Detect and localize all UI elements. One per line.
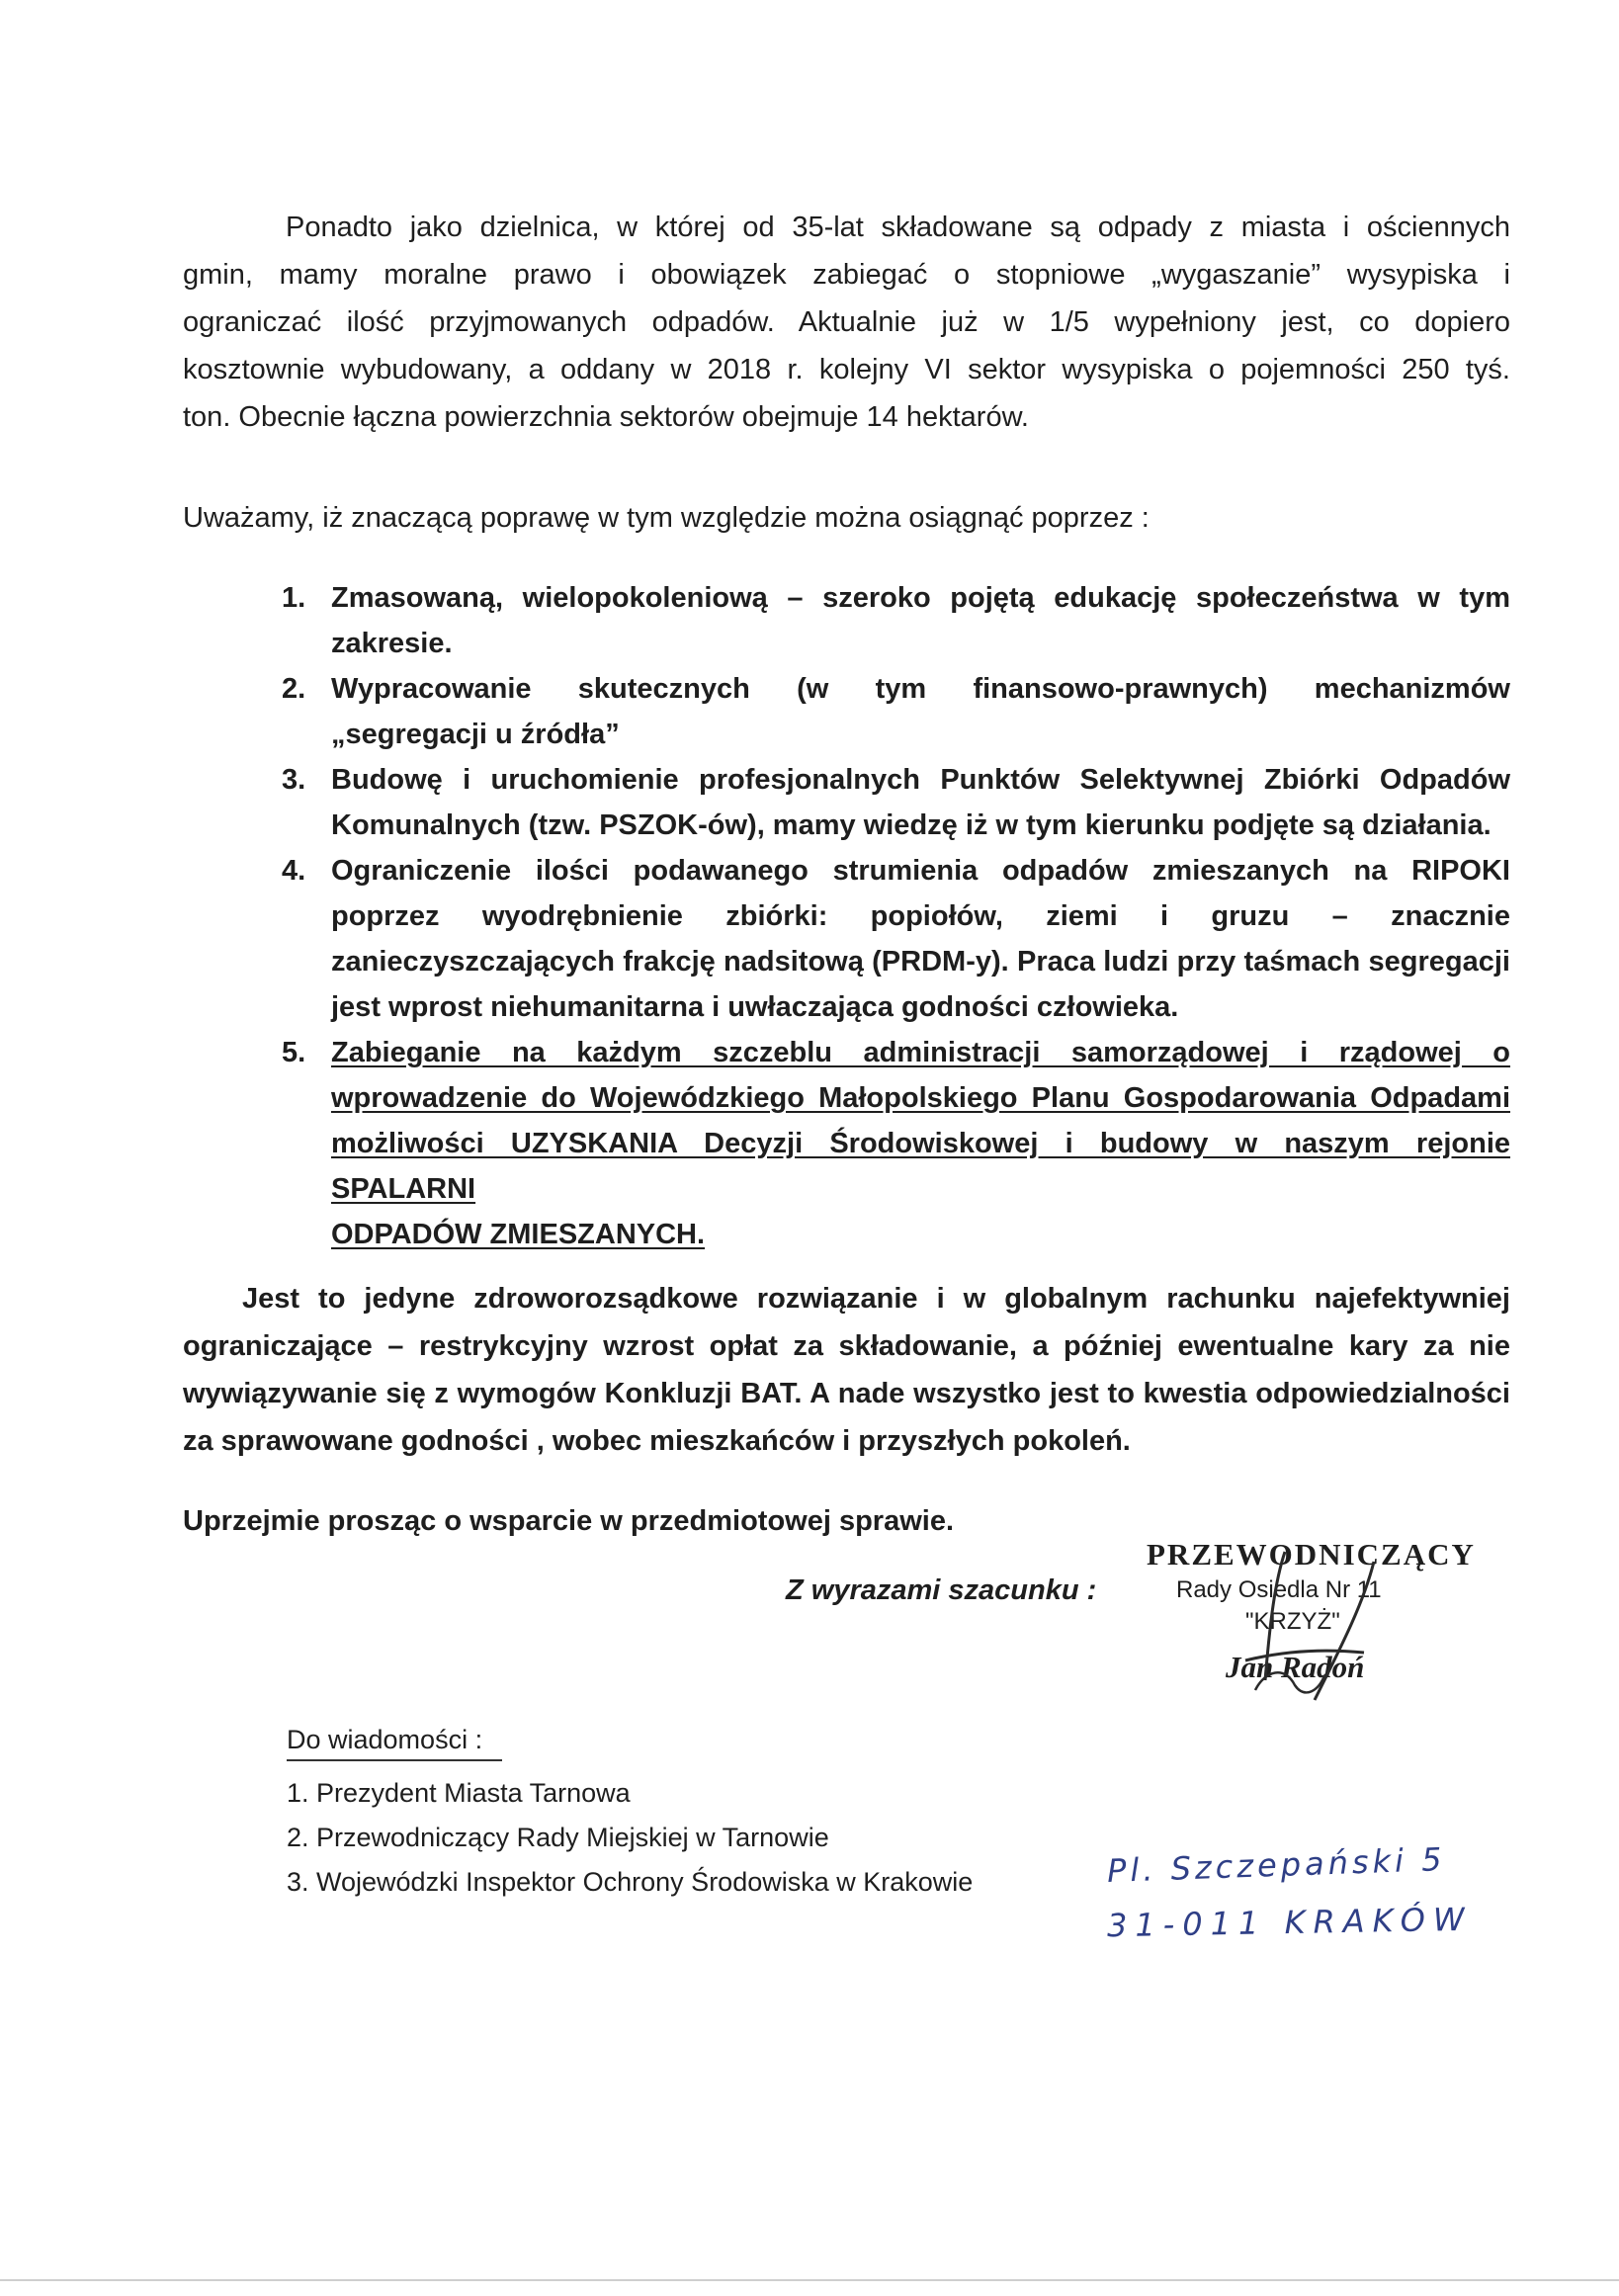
conclusion-paragraph bbox=[183, 1275, 1510, 1465]
stamp-title: PRZEWODNICZĄCY bbox=[1147, 1537, 1476, 1572]
handwritten-address bbox=[1106, 1840, 1522, 1985]
proposal-line: zanieczyszczających frakcję nadsitową (PRDM-y). Praca ludzi przy taśmach segregacji bbox=[331, 946, 1510, 978]
cc-recipient: 3. Wojewódzki Inspektor Ochrony Środowiska w Krakowie bbox=[287, 1867, 974, 1897]
proposal-line: Budowę i uruchomienie profesjonalnych Punktów Selektywnej Zbiórki Odpadów bbox=[331, 764, 1510, 796]
request-line: Uprzejmie prosząc o wsparcie w przedmiotowej sprawie. bbox=[183, 1505, 955, 1537]
closing-line: Z wyrazami szacunku : bbox=[786, 1574, 1097, 1606]
proposal-list bbox=[282, 575, 1510, 1257]
proposal-line: zakresie. bbox=[331, 628, 453, 659]
proposal-number: 3. bbox=[282, 764, 306, 796]
proposal-number: 1. bbox=[282, 582, 306, 614]
proposal-line: możliwości UZYSKANIA Decyzji Środowiskowej i budowy w naszym rejonie SPALARNI bbox=[331, 1128, 1510, 1205]
conclusion-line: wywiązywanie się z wymogów Konkluzji BAT. A nade wszystko jest to kwestia odpowiedzialności bbox=[183, 1378, 1510, 1409]
proposal-item bbox=[282, 757, 1510, 848]
proposal-item bbox=[282, 575, 1510, 666]
proposal-item-underlined bbox=[282, 1030, 1510, 1257]
official-stamp bbox=[1147, 1537, 1483, 1695]
stamp-council: Rady Osiedla Nr 11 bbox=[1176, 1576, 1382, 1603]
proposal-item bbox=[282, 848, 1510, 1030]
proposal-number: 5. bbox=[282, 1037, 306, 1068]
proposal-line: poprzez wyodrębnienie zbiórki: popiołów, ziemi i gruzu – znacznie bbox=[331, 900, 1510, 932]
intro-paragraph bbox=[183, 204, 1510, 441]
proposal-line: jest wprost niehumanitarna i uwłaczająca godności człowieka. bbox=[331, 991, 1179, 1023]
proposal-line: Zmasowaną, wielopokoleniową – szeroko pojętą edukację społeczeństwa w tym bbox=[331, 582, 1510, 614]
scan-edge-line bbox=[0, 2279, 1619, 2281]
stamp-name: Jan Radoń bbox=[1226, 1650, 1365, 1684]
proposal-line: ODPADÓW ZMIESZANYCH. bbox=[331, 1219, 706, 1250]
proposal-number: 2. bbox=[282, 673, 306, 705]
intro-line: gmin, mamy moralne prawo i obowiązek zabiegać o stopniowe „wygaszanie” wysypiska i bbox=[183, 259, 1510, 291]
proposal-item bbox=[282, 666, 1510, 757]
lead-in: Uważamy, iż znaczącą poprawę w tym względzie można osiągnąć poprzez : bbox=[183, 502, 1150, 534]
cc-recipient: 2. Przewodniczący Rady Miejskiej w Tarnowie bbox=[287, 1823, 829, 1852]
proposal-line: „segregacji u źródła” bbox=[331, 719, 620, 750]
proposal-line: Zabieganie na każdym szczeblu administracji samorządowej i rządowej o bbox=[331, 1037, 1510, 1068]
intro-line: ton. Obecnie łączna powierzchnia sektorów obejmuje 14 hektarów. bbox=[183, 401, 1029, 433]
conclusion-line: ograniczające – restrykcyjny wzrost opłat za składowanie, a później ewentualne kary za nie bbox=[183, 1330, 1510, 1362]
cc-heading: Do wiadomości : bbox=[287, 1720, 502, 1761]
proposal-line: Komunalnych (tzw. PSZOK-ów), mamy wiedzę iż w tym kierunku podjęte są działania. bbox=[331, 809, 1491, 841]
address-line: 31-011 KRAKÓW bbox=[1106, 1900, 1473, 1945]
proposal-line: Ograniczenie ilości podawanego strumienia odpadów zmieszanych na RIPOKI bbox=[331, 855, 1510, 887]
conclusion-line: Jest to jedyne zdroworozsądkowe rozwiązanie i w globalnym rachunku najefektywniej bbox=[242, 1283, 1510, 1315]
conclusion-line: za sprawowane godności , wobec mieszkańców i przyszłych pokoleń. bbox=[183, 1425, 1131, 1457]
intro-line: ograniczać ilość przyjmowanych odpadów. Aktualnie już w 1/5 wypełniony jest, co dopiero bbox=[183, 306, 1510, 338]
proposal-line: wprowadzenie do Wojewódzkiego Małopolskiego Planu Gospodarowania Odpadami bbox=[331, 1082, 1510, 1114]
intro-line: Ponadto jako dzielnica, w której od 35-lat składowane są odpady z miasta i ościennych bbox=[286, 212, 1510, 243]
intro-line: kosztownie wybudowany, a oddany w 2018 r. kolejny VI sektor wysypiska o pojemności 250 tyś. bbox=[183, 354, 1510, 385]
proposal-number: 4. bbox=[282, 855, 306, 887]
proposal-line: Wypracowanie skutecznych (w tym finansowo-prawnych) mechanizmów bbox=[331, 673, 1510, 705]
stamp-district: "KRZYŻ" bbox=[1245, 1608, 1340, 1635]
cc-recipient: 1. Prezydent Miasta Tarnowa bbox=[287, 1778, 631, 1808]
address-line: Pl. Szczepański 5 bbox=[1106, 1840, 1447, 1890]
